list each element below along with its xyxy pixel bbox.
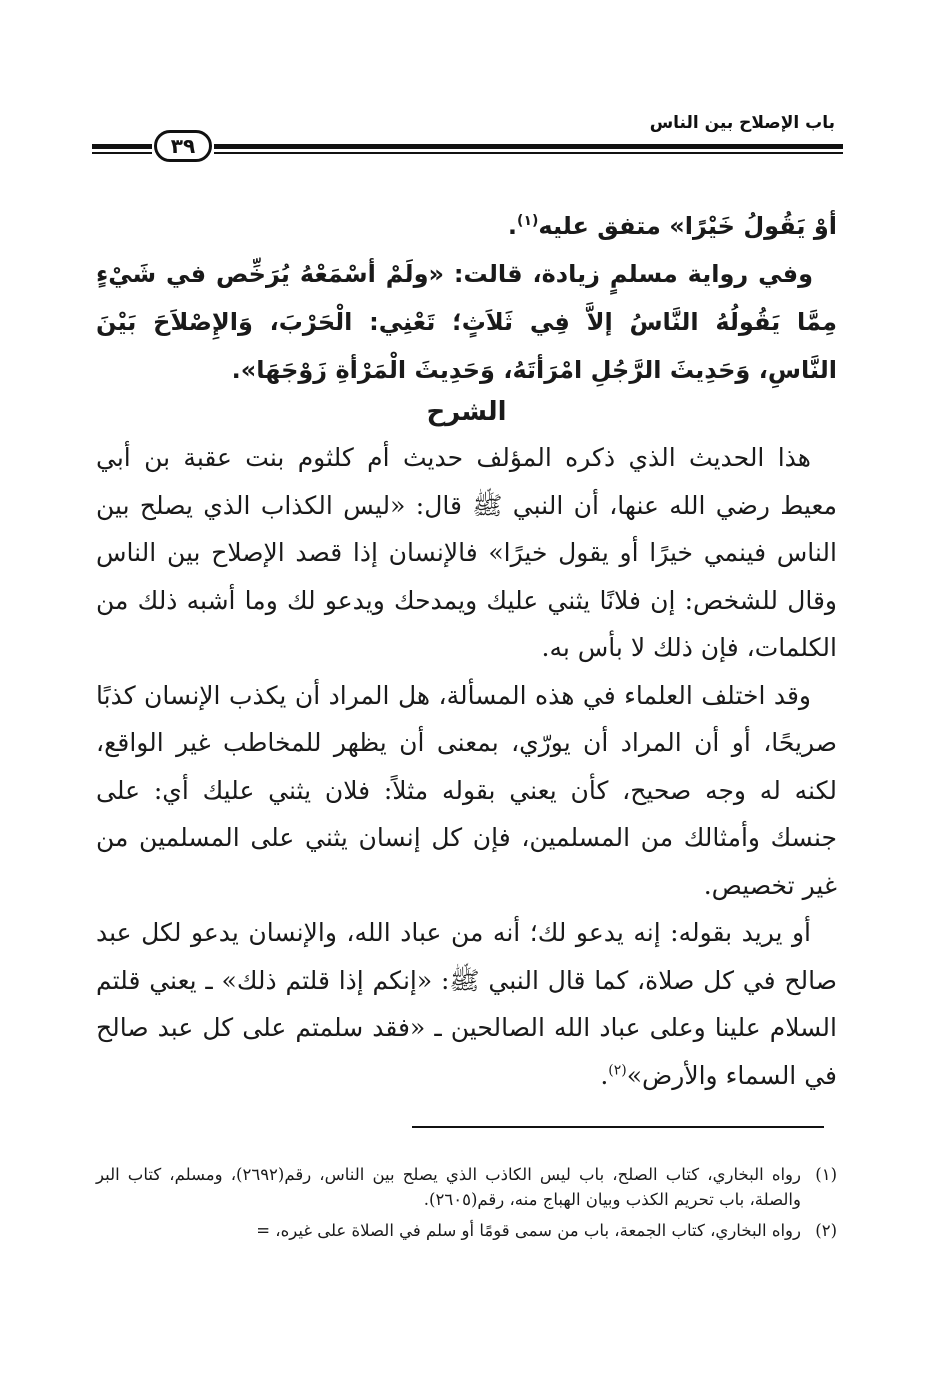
footnote-1 <box>96 1162 837 1212</box>
sharh-paragraph-3-text: أو يريد بقوله: إنه يدعو لك؛ أنه من عباد الله، والإنسان يدعو لكل عبد صالح في كل صلاة، كما قال النبي ﷺ: «إنكم إذا قلتم ذلك» ـ يعني قلتم السلام علينا وعلى عباد الله الصالحين ـ «فقد سلمتم على كل عبد صالح في السماء والأرض» <box>96 918 837 1090</box>
footnote-marker-1: (١) <box>517 213 539 229</box>
header-rule-right-thin <box>214 152 843 154</box>
running-header-title: باب الإصلاح بين الناس <box>649 113 835 133</box>
header-rule-left-thick <box>92 144 152 149</box>
hadith-muslim-narration: وفي رواية مسلمٍ زيادة، قالت: «ولَمْ أسْمَعْهُ يُرَخِّص في شَيْءٍ مِمَّا يَقُولُهُ النَّاسُ إلاَّ فِي ثَلاَثٍ؛ تَعْنِي: الْحَرْبَ، وَالإِصْلاَحَ بَيْنَ النَّاسِ، وَحَدِيثَ الرَّجُلِ امْرَأتَهُ، وَحَدِيثَ الْمَرْأةِ زَوْجَهَا». <box>96 260 837 384</box>
page-number-badge <box>154 130 212 162</box>
section-title: الشرح <box>426 397 507 427</box>
footnote-2 <box>96 1218 837 1243</box>
sharh-paragraph-1: هذا الحديث الذي ذكره المؤلف حديث أم كلثوم بنت عقبة بن أبي معيط رضي الله عنها، أن النبي ﷺ قال: «ليس الكذاب الذي يصلح بين الناس فينمي خيرًا أو يقول خيرًا» فالإنسان إذا قصد الإصلاح بين الناس وقال للشخص: إن فلانًا يثني عليك ويمدحك ويدعو لك وما أشبه ذلك من الكلمات، فإن ذلك لا بأس به. <box>96 443 837 662</box>
header-rule-right-thick <box>214 144 843 149</box>
footnote-1-text: رواه البخاري، كتاب الصلح، باب ليس الكاذب الذي يصلح بين الناس، رقم(٢٦٩٢)، ومسلم، كتاب البر والصلة، باب تحريم الكذب وبيان الهباج منه، رقم(٢٦٠٥). <box>96 1165 801 1209</box>
sharh-paragraph-3 <box>96 909 837 1099</box>
sharh-paragraph-3-end: . <box>600 1060 609 1090</box>
footnote-separator <box>412 1126 824 1128</box>
hadith-line-1-end: . <box>507 212 518 240</box>
header-rule-left-thin <box>92 152 152 154</box>
footnote-1-number: (١) <box>815 1165 837 1184</box>
hadith-line-1 <box>96 202 837 250</box>
footnote-marker-2: (٢) <box>608 1062 627 1079</box>
sharh-paragraph-2: وقد اختلف العلماء في هذه المسألة، هل المراد أن يكذب الإنسان كذبًا صريحًا، أو أن المراد أن يورّي، بمعنى أن يظهر للمخاطب غير الواقع، لكنه له وجه صحيح، كأن يعني بقوله مثلاً: فلان يثني عليك أي: على جنسك وأمثالك من المسلمين، فإن كل إنسان يثني على المسلمين من غير تخصيص. <box>96 680 837 900</box>
hadith-line-1-text: أوْ يَقُولُ خَيْرًا» متفق عليه <box>538 212 837 240</box>
footnote-2-number: (٢) <box>815 1221 837 1240</box>
page-number: ٣٩ <box>170 134 196 158</box>
main-text <box>96 202 837 1099</box>
footnotes <box>96 1162 837 1249</box>
footnote-2-text: رواه البخاري، كتاب الجمعة، باب من سمى قومًا أو سلم في الصلاة على غيره، = <box>256 1221 801 1240</box>
